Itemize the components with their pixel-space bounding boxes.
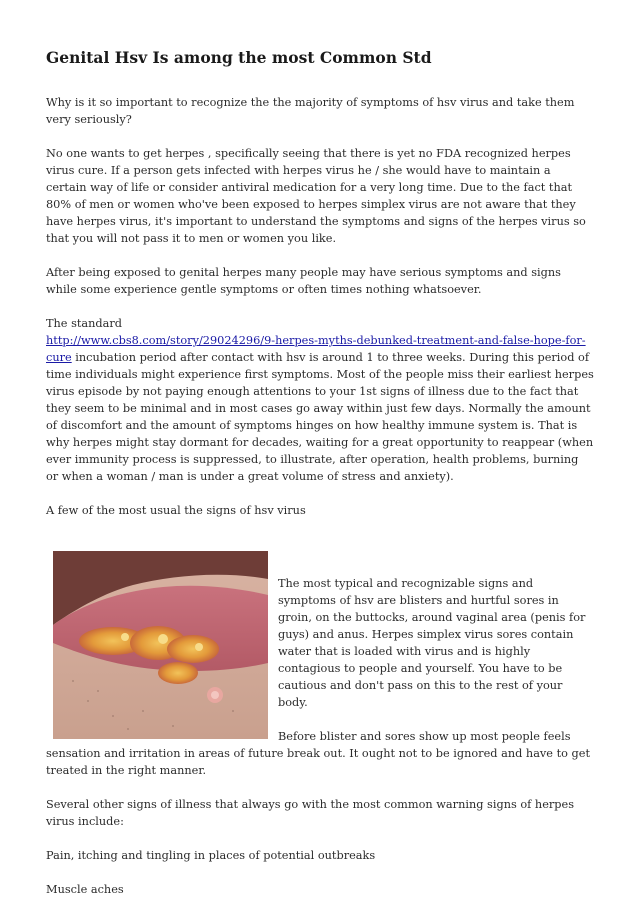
paragraph-usual-signs: A few of the most usual the signs of hsv virus — [46, 504, 306, 517]
incubation-text: incubation period after contact with hsv is around 1 to three weeks. During this period of time individuals might experience first symptoms. Most of the people miss their earliest herpes virus episode by not paying enough attentions to your 1st signs of illness due to the fact that they seem to be minimal and in most cases go away within just few days. Normally the amount of discomfort and the amount of symptoms hinges on how healthy immune system is. That is why herpes might stay dormant for decades, waiting for a great opportunity to reappear (when ever immunity process is suppressed, to illustrate, after operation, health problems, burning or when a woman / man is under a great volume of stress and anxiety). — [46, 351, 594, 483]
document-page — [46, 48, 594, 915]
list-item-muscle-aches: Muscle aches — [46, 883, 124, 896]
list-item-pain: Pain, itching and tingling in places of potential outbreaks — [46, 849, 376, 862]
paragraph-no-cure: No one wants to get herpes , specifically seeing that there is yet no FDA recognized herpes virus cure. If a person gets infected with herpes virus he / she would have to maintain a certain way of life or consider antiviral medication for a very long time. Due to the fact that 80% of men or women who've been exposed to herpes simplex virus are not aware that they have herpes virus, it's important to understand the symptoms and signs of the herpes virus so that you will not pass it to men or women you like. — [46, 147, 586, 245]
lip-sores-photo — [53, 551, 268, 739]
paragraph-other-signs: Several other signs of illness that always go with the most common warning signs of herpes virus include: — [46, 798, 575, 828]
cbs8-article-link[interactable]: http://www.cbs8.com/story/29024296/9-herpes-myths-debunked-treatment-and-false-hope-for-cure — [46, 334, 586, 364]
paragraph-intro: Why is it so important to recognize the the majority of symptoms of hsv virus and take them very seriously? — [46, 96, 575, 126]
figure-with-text — [46, 551, 594, 796]
paragraph-incubation — [46, 315, 594, 485]
paragraph-blisters: The most typical and recognizable signs and symptoms of hsv are blisters and hurtful sores in groin, on the buttocks, around vaginal area (penis for guys) and anus. Herpes simplex virus sores contain water that is loaded with virus and is highly contagious to people and yourself. You have to be cautious and don't pass on this to the rest of your body. — [278, 577, 586, 709]
page-title: Genital Hsv Is among the most Common Std — [46, 48, 432, 67]
paragraph-exposure: After being exposed to genital herpes many people may have serious symptoms and signs while some experience gentle symptoms or often times nothing whatsoever. — [46, 266, 561, 296]
paragraph-before-blister: Before blister and sores show up most people feels sensation and irritation in areas of future break out. It ought not to be ignored and have to get treated in the right manner. — [46, 730, 590, 777]
incubation-lead: The standard — [46, 317, 123, 330]
